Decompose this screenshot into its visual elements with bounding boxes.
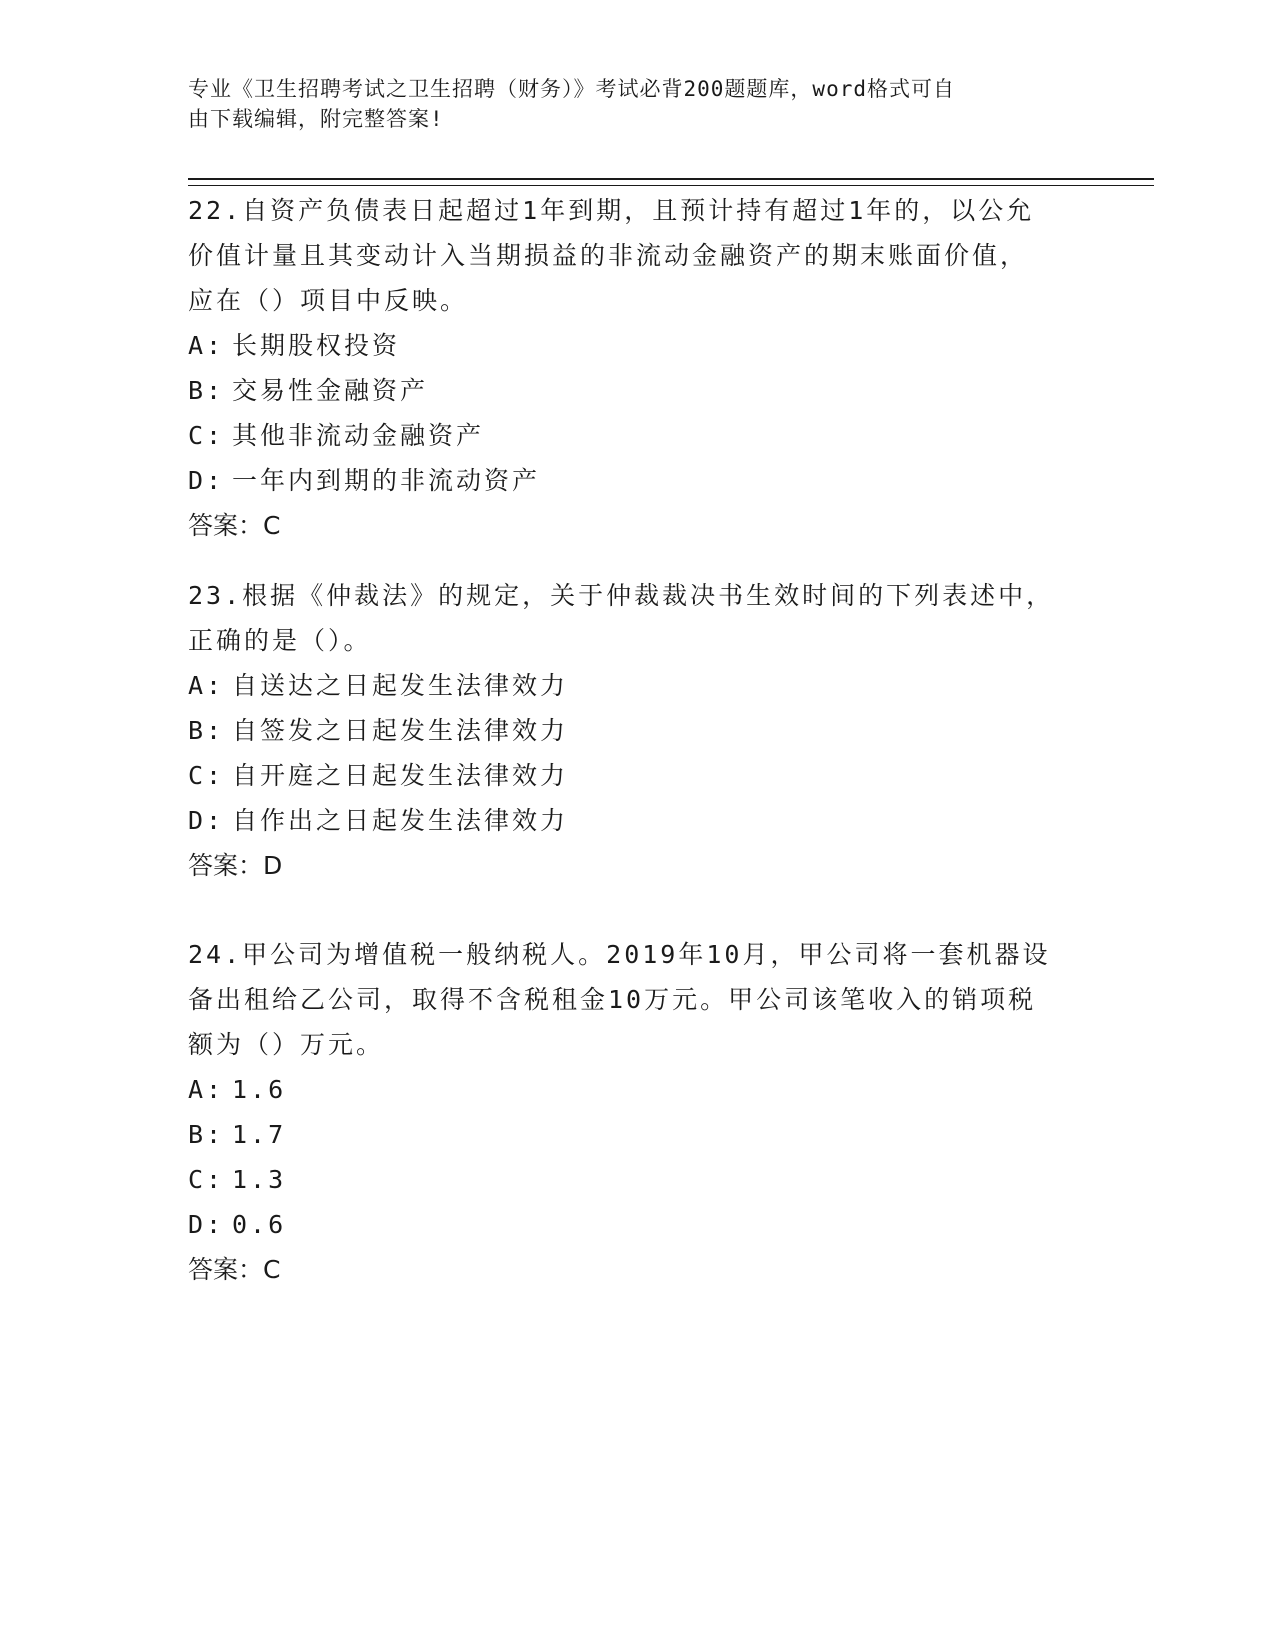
option-a [188, 663, 1088, 708]
option-text: 1.6 [232, 1075, 287, 1104]
question-stem-line: 备出租给乙公司，取得不含税租金10万元。甲公司该笔收入的销项税 [188, 985, 1037, 1014]
option-text: 自送达之日起发生法律效力 [232, 671, 569, 700]
option-text: 长期股权投资 [232, 331, 401, 360]
header-divider [188, 178, 1154, 186]
answer-label: 答案：C [188, 1255, 281, 1284]
option-text: 自开庭之日起发生法律效力 [232, 761, 569, 790]
option-text: 1.3 [232, 1165, 287, 1194]
option-text: 自作出之日起发生法律效力 [232, 806, 569, 835]
option-a [188, 1067, 1088, 1112]
question-stem-line: 23.根据《仲裁法》的规定，关于仲裁裁决书生效时间的下列表述中， [188, 581, 1055, 610]
option-key: C: [188, 1165, 225, 1194]
option-key: C: [188, 761, 225, 790]
question-stem-line: 24.甲公司为增值税一般纳税人。2019年10月，甲公司将一套机器设 [188, 940, 1051, 969]
document-header [188, 74, 1068, 134]
option-key: A: [188, 671, 225, 700]
option-key: B: [188, 376, 225, 405]
option-d [188, 1202, 1088, 1247]
option-key: A: [188, 331, 225, 360]
question-stem-line: 22.自资产负债表日起超过1年到期，且预计持有超过1年的，以公允 [188, 196, 1035, 225]
option-b [188, 368, 1088, 413]
header-line-2: 由下载编辑，附完整答案! [188, 107, 444, 131]
option-key: D: [188, 466, 225, 495]
question-stem-line: 额为（）万元。 [188, 1030, 385, 1059]
option-key: B: [188, 716, 225, 745]
question-23 [188, 573, 1088, 888]
option-text: 交易性金融资产 [232, 376, 429, 405]
question-22 [188, 188, 1088, 548]
option-text: 自签发之日起发生法律效力 [232, 716, 569, 745]
question-stem-line: 价值计量且其变动计入当期损益的非流动金融资产的期末账面价值， [188, 241, 1029, 270]
option-key: B: [188, 1120, 225, 1149]
question-stem-line: 正确的是（）。 [188, 626, 372, 655]
option-key: D: [188, 806, 225, 835]
option-text: 0.6 [232, 1210, 287, 1239]
answer-label: 答案：D [188, 851, 283, 880]
option-b [188, 708, 1088, 753]
option-text: 1.7 [232, 1120, 287, 1149]
option-a [188, 323, 1088, 368]
option-d [188, 458, 1088, 503]
option-c [188, 1157, 1088, 1202]
option-c [188, 753, 1088, 798]
option-b [188, 1112, 1088, 1157]
header-line-1: 专业《卫生招聘考试之卫生招聘（财务）》考试必背200题题库，word格式可自 [188, 77, 955, 101]
option-key: C: [188, 421, 225, 450]
option-key: D: [188, 1210, 225, 1239]
option-text: 一年内到期的非流动资产 [232, 466, 541, 495]
answer-label: 答案：C [188, 511, 281, 540]
option-d [188, 798, 1088, 843]
option-key: A: [188, 1075, 225, 1104]
option-c [188, 413, 1088, 458]
question-24 [188, 932, 1088, 1292]
option-text: 其他非流动金融资产 [232, 421, 485, 450]
question-stem-line: 应在（）项目中反映。 [188, 286, 469, 315]
